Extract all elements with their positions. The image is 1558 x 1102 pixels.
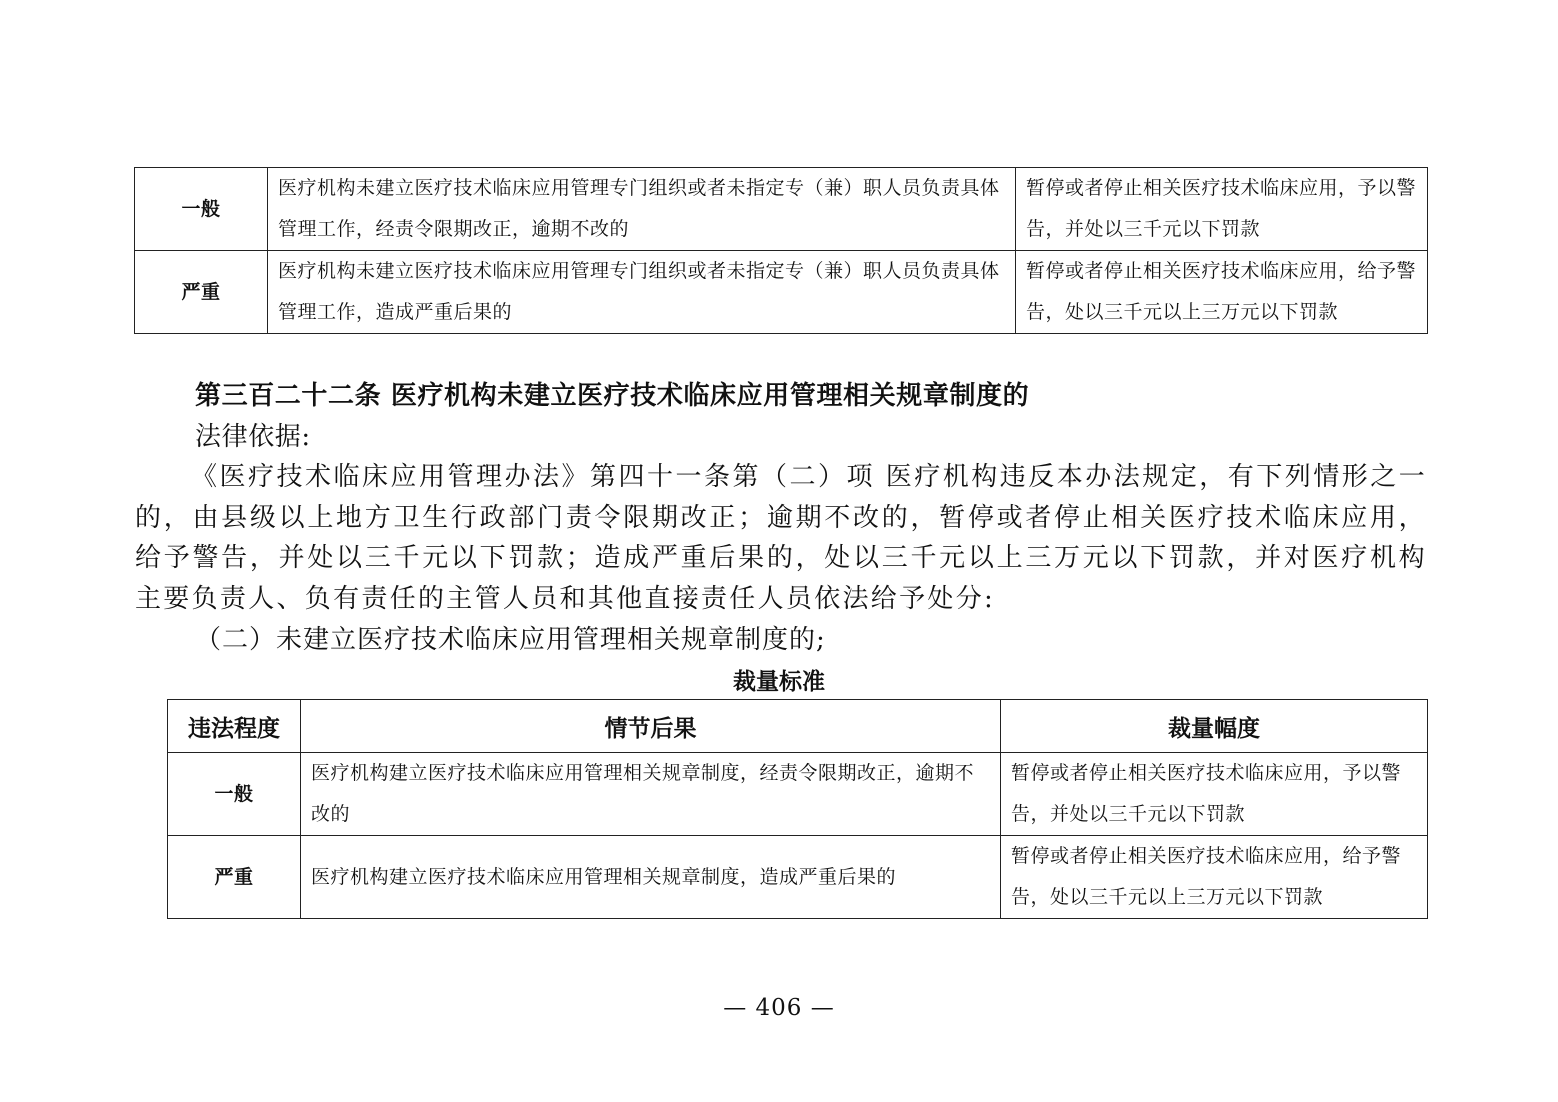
circumstance-cell: 医疗机构未建立医疗技术临床应用管理专门组织或者未指定专（兼）职人员负责具体管理工作，经责令限期改正，逾期不改的: [268, 168, 1016, 251]
page-number: — 406 —: [723, 995, 835, 1021]
penalty-range-cell: 暂停或者停止相关医疗技术临床应用，给予警告，处以三千元以上三万元以下罚款: [1001, 836, 1428, 919]
penalty-range-cell: 暂停或者停止相关医疗技术临床应用，予以警告，并处以三千元以下罚款: [1016, 168, 1428, 251]
legal-basis-paragraph: 《医疗技术临床应用管理办法》第四十一条第（二）项 医疗机构违反本办法规定，有下列情形之一的，由县级以上地方卫生行政部门责令限期改正；逾期不改的，暂停或者停止相关医疗技术临床应用，给予警告，并处以三千元以下罚款；造成严重后果的，处以三千元以上三万元以下罚款，并对医疗机构主要负责人、负有责任的主管人员和其他直接责任人员依法给予处分:: [135, 462, 1427, 615]
header-violation-level: 违法程度: [168, 700, 301, 753]
table-row: [135, 168, 1428, 251]
legal-basis-item: （二）未建立医疗技术临床应用管理相关规章制度的;: [195, 625, 826, 655]
article-title: 第三百二十二条 医疗机构未建立医疗技术临床应用管理相关规章制度的: [195, 381, 1030, 411]
violation-level-cell: 严重: [168, 836, 301, 919]
circumstance-cell: 医疗机构建立医疗技术临床应用管理相关规章制度，经责令限期改正，逾期不改的: [301, 753, 1001, 836]
violation-level-cell: 一般: [168, 753, 301, 836]
penalty-range-cell: 暂停或者停止相关医疗技术临床应用，予以警告，并处以三千元以下罚款: [1001, 753, 1428, 836]
circumstance-cell: 医疗机构建立医疗技术临床应用管理相关规章制度，造成严重后果的: [301, 836, 1001, 919]
table-row: [168, 836, 1428, 919]
circumstance-cell: 医疗机构未建立医疗技术临床应用管理专门组织或者未指定专（兼）职人员负责具体管理工作，造成严重后果的: [268, 251, 1016, 334]
header-circumstance: 情节后果: [301, 700, 1001, 753]
violation-level-cell: 一般: [135, 168, 268, 251]
legal-basis-label: 法律依据:: [195, 422, 311, 452]
violation-level-cell: 严重: [135, 251, 268, 334]
penalty-range-cell: 暂停或者停止相关医疗技术临床应用，给予警告，处以三千元以上三万元以下罚款: [1016, 251, 1428, 334]
discretion-standard-table: [167, 699, 1428, 919]
table-row: [135, 251, 1428, 334]
table-caption: 裁量标准: [733, 669, 825, 695]
header-penalty-range: 裁量幅度: [1001, 700, 1428, 753]
table-row: [168, 753, 1428, 836]
table-header-row: [168, 700, 1428, 753]
top-discretion-table: [134, 167, 1428, 334]
